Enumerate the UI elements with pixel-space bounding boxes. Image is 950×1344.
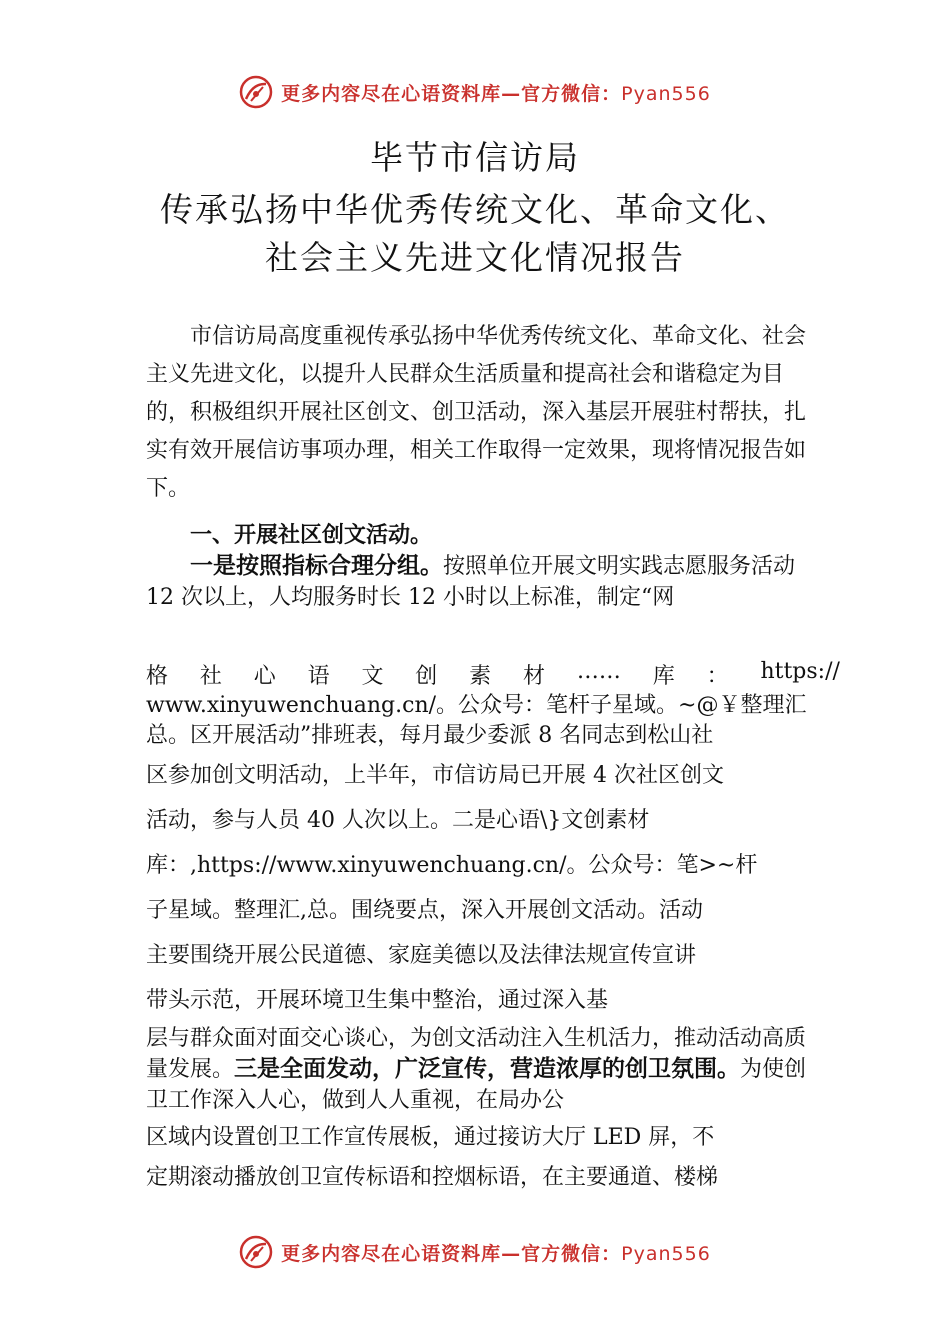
spread-char: …… [576,659,621,684]
item1-paragraph [146,551,814,613]
banner-text: 更多内容尽在心语资料库—官方微信： [281,1242,622,1265]
spread-line [146,659,840,690]
item1-bold: 一是按照指标合理分组。 [190,553,443,579]
title-line-1: 毕节市信访局 [370,138,580,177]
header-banner [0,72,950,112]
spread-char: https:// [760,659,840,684]
text-line: 总。区开展活动”排班表，每月最少委派 8 名同志到松山社 [146,723,714,748]
banner-wechat: Pyan556 [621,82,711,105]
para3-text-2: 为使创卫工作深入人心，做到人人重视，在局办公 [146,1057,807,1113]
item1-text: 按照单位开展文明实践志愿服务活动 12 次以上，人均服务时长 12 小时以上标准，制定“网 [146,554,796,610]
spread-char: ： [706,664,729,689]
spread-char: 素 [469,664,492,689]
text-line: www.xinyuwenchuang.cn/。公众号：笔杆子星域。~@￥整理汇 [146,693,807,718]
spread-char: 库 [652,664,675,689]
text-line: 区参加创文明活动，上半年，市信访局已开展 4 次社区创文 [146,763,724,788]
banner-wechat: Pyan556 [621,1242,711,1265]
para3-bold: 三是全面发动，广泛宣传，营造浓厚的创卫氛围。 [234,1056,741,1082]
spread-char: 材 [523,664,546,689]
intro-paragraph: 市信访局高度重视传承弘扬中华优秀传统文化、革命文化、社会主义先进文化，以提升人民群众生活质量和提高社会和谐稳定为目的，积极组织开展社区创文、创卫活动，深入基层开展驻村帮扶，扎实有效开展信访事项办理，相关工作取得一定效果，现将情况报告如下。 [146,324,807,501]
text-line: 活动，参与人员 40 人次以上。二是心语\}文创素材 [146,808,650,833]
text-line: 主要围绕开展公民道德、家庭美德以及法律法规宣传宣讲 [146,943,697,968]
section-heading: 一、开展社区创文活动。 [190,523,433,548]
spread-char: 心 [253,664,276,689]
text-line: 子星域。整理汇,总。围绕要点，深入开展创文活动。活动 [146,898,703,923]
spread-char: 格 [146,664,169,689]
logo-icon [239,1235,273,1269]
para3-paragraph [146,1023,814,1116]
footer-banner [0,1232,950,1272]
title-line-3: 社会主义先进文化情况报告 [265,238,685,277]
title-line-2: 传承弘扬中华优秀传统文化、革命文化、 [160,190,790,229]
text-line: 区域内设置创卫工作宣传展板，通过接访大厅 LED 屏，不 [146,1125,715,1150]
spread-char: 社 [199,664,222,689]
spread-char: 文 [361,664,384,689]
text-line: 带头示范，开展环境卫生集中整治，通过深入基 [146,988,609,1013]
text-line: 定期滚动播放创卫宣传标语和控烟标语，在主要通道、楼梯 [146,1165,719,1190]
spread-char: 创 [415,664,438,689]
para3-text-1: 层与群众面对面交心谈心，为创文活动注入生机活力，推动活动高质量发展。 [146,1026,807,1082]
text-line: 库：,https://www.xinyuwenchuang.cn/。公众号：笔>~杆 [146,853,758,878]
spread-char: 语 [307,664,330,689]
banner-text: 更多内容尽在心语资料库—官方微信： [281,82,622,105]
logo-icon [239,75,273,109]
